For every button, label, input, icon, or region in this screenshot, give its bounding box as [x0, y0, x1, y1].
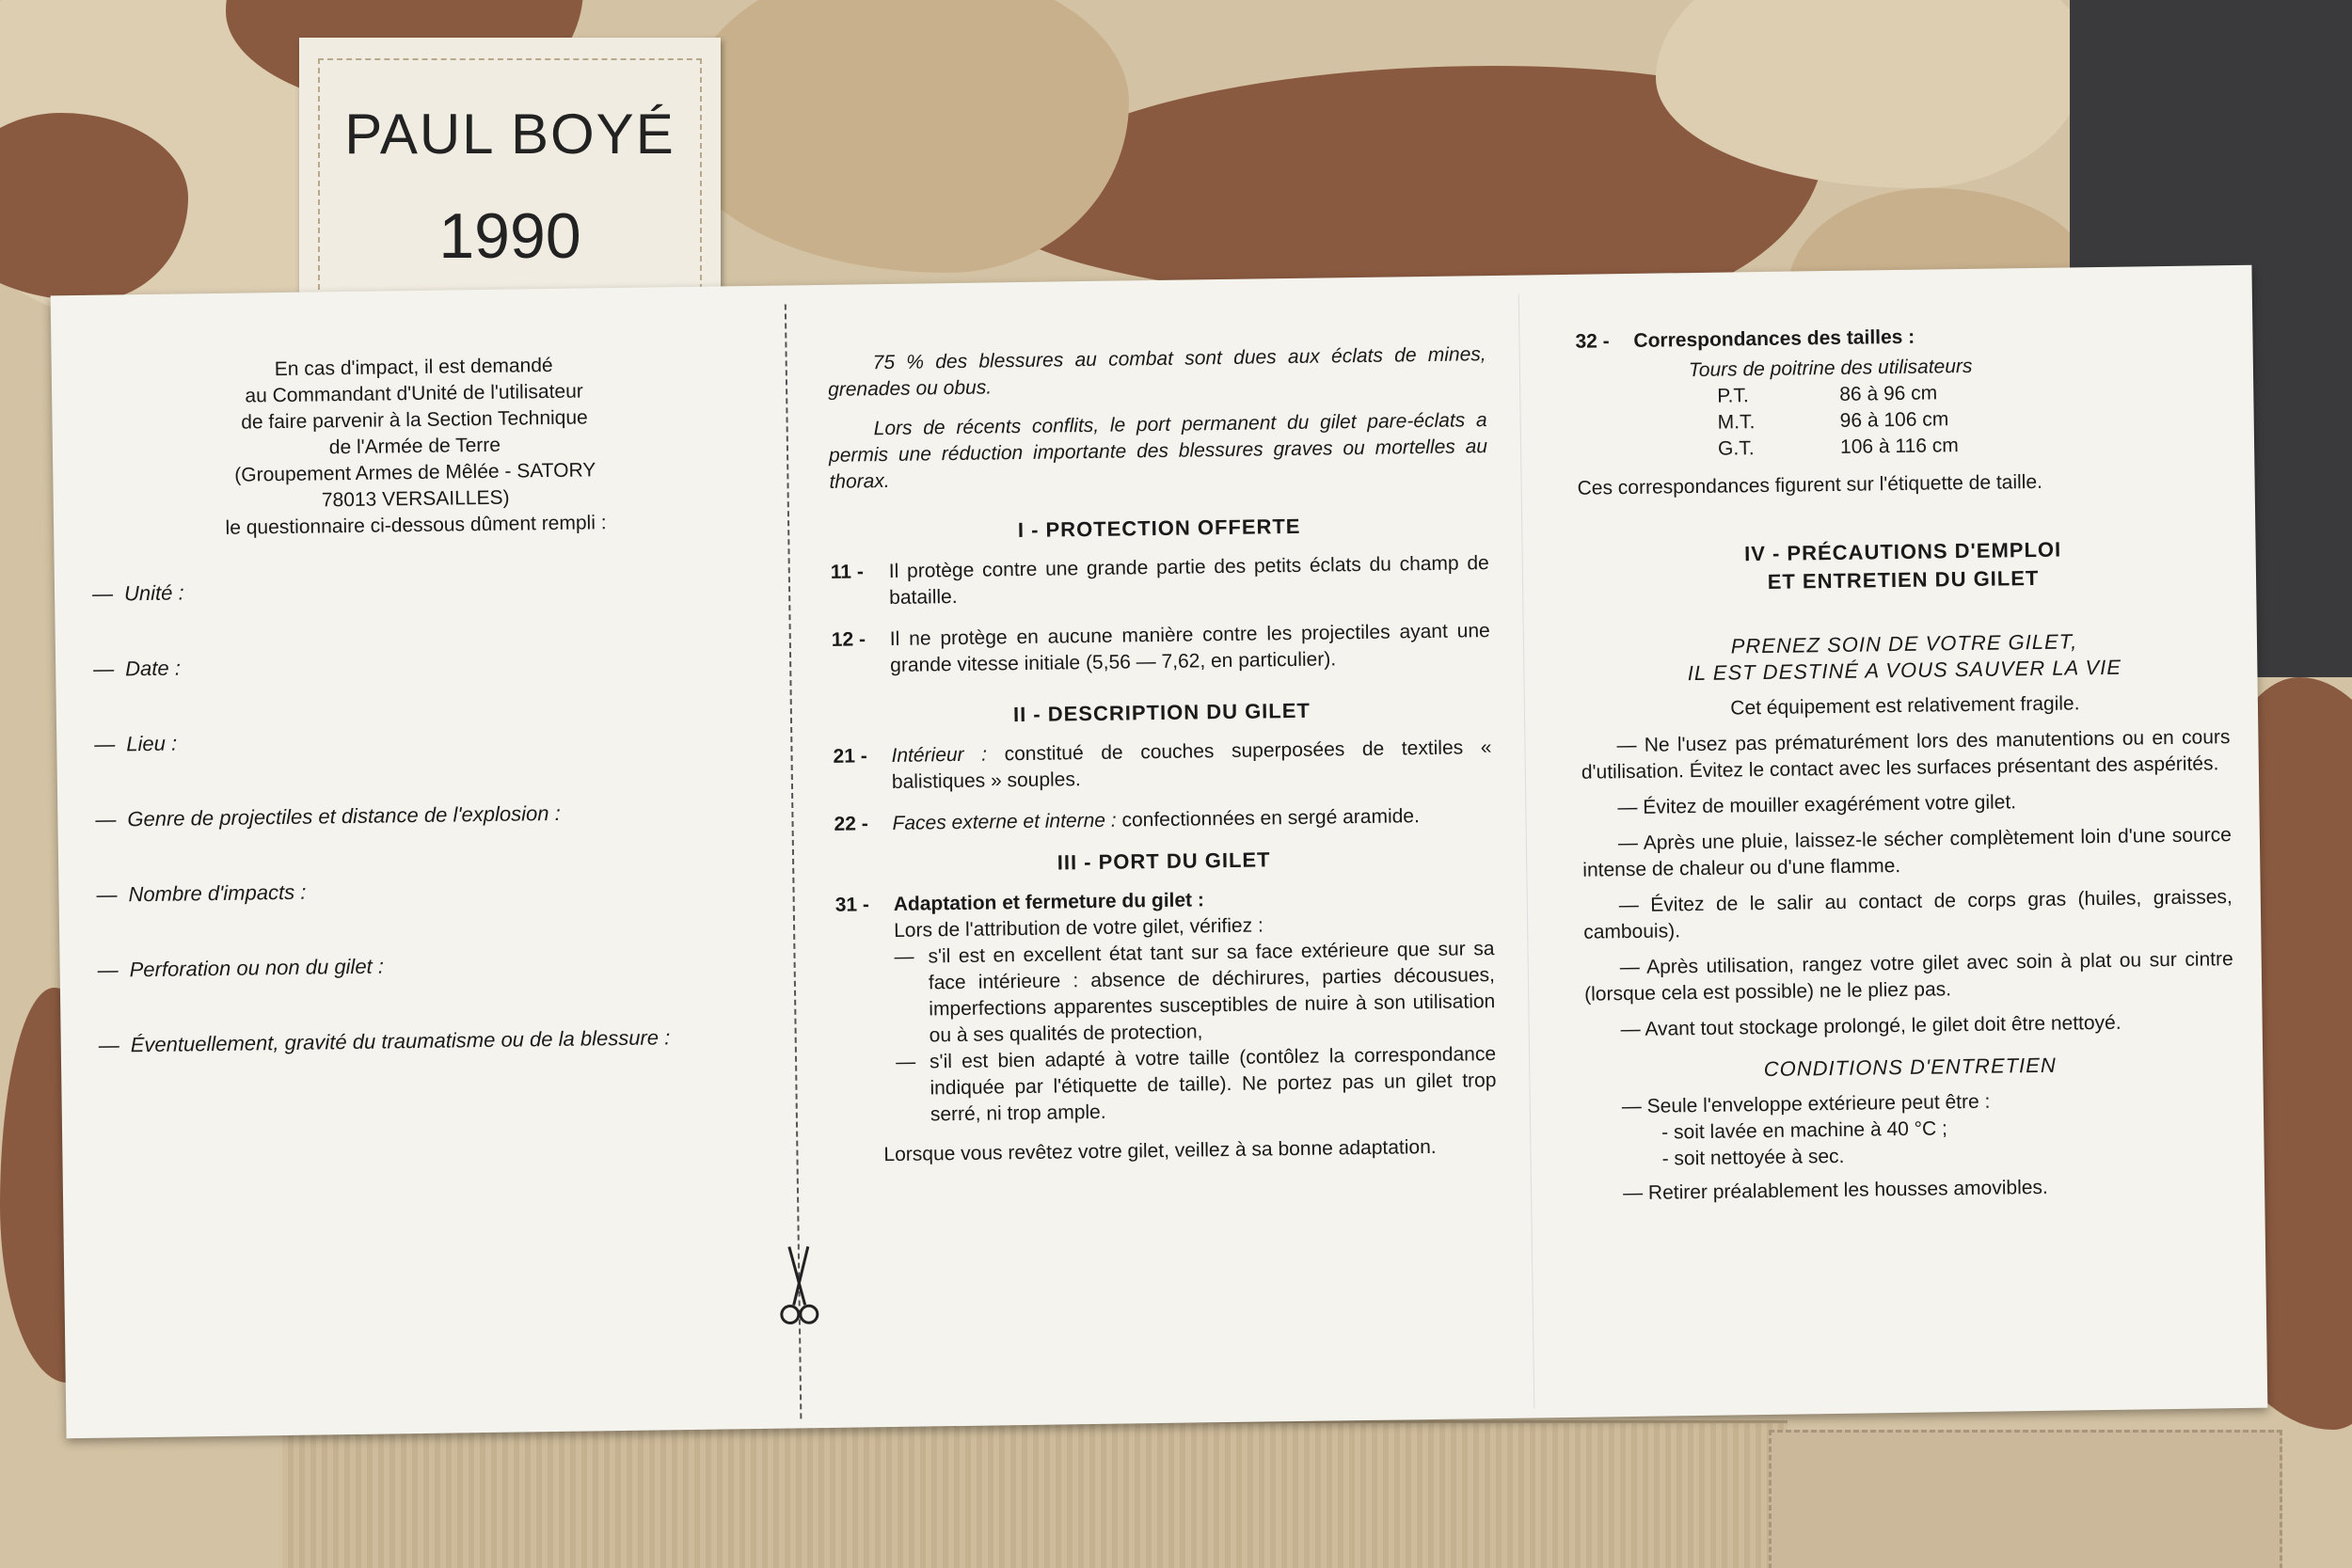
item-21: 21 - Intérieur : constitué de couches superposées de textiles « balistiques » souples. [833, 736, 1492, 793]
cond-covers: — Retirer préalablement les housses amovibles. [1622, 1176, 2048, 1205]
size-table [1717, 376, 2226, 463]
field-perforation[interactable]: — Perforation ou non du gilet : [97, 954, 385, 982]
item-31: 31 - Adaptation et fermeture du gilet : Lors de l'attribution de votre gilet, vérifiez : — s'il est en excellent état tant sur sa face extérieure que sur sa face intérieure : absence de déchirures, parties décousues, imperfections apparentes susceptibles de nuire à son utilisation ou à ses qualités de protection, — s'il est bien adapté à votre taille (contôlez la correspondance indiquée par l'étiquette de taille). Ne portez pas un gilet trop serré, ni trop ample. [835, 883, 1497, 1130]
size-row: G.T. 106 à 116 cm [1717, 435, 1959, 460]
care-grease: — Évitez de le salir au contact de corps gras (huiles, graisses, cambouis). [1583, 886, 2233, 943]
field-projectiles[interactable]: — Genre de projectiles et distance de l'explosion : [95, 800, 561, 832]
questionnaire-intro: En cas d'impact, il est demandé au Commandant d'Unité de l'utilisateur de faire parvenir à la Section Technique de l'Armée de Terre (Groupement Armes de Mêlée - SATORY 78013 VERSAILLES) le questionnaire ci-dessous dûment rempli : [225, 354, 607, 539]
panel-care [1574, 265, 2236, 1208]
intro-conflicts: Lors de récents conflits, le port permanent du gilet pare-éclats a permis une réduction importante des blessures graves ou mortelles au thorax. [828, 409, 1488, 493]
fragile-note: Cet équipement est relativement fragile. [1730, 692, 2080, 720]
brand-name: PAUL BOYÉ [344, 103, 675, 166]
care-rain: — Après une pluie, laissez-le sécher complètement loin d'une source intense de chaleur ou d'une flamme. [1582, 824, 2233, 881]
motto-line2: IL EST DESTINÉ A VOUS SAUVER LA VIE [1687, 655, 2122, 686]
check-condition: — s'il est en excellent état tant sur sa face extérieure que sur sa face intérieure : absence de déchirures, parties décousues, imperfections apparentes susceptibles de nuire à son utilisation ou à ses qualités de protection, [894, 938, 1496, 1047]
section-3-title: III - PORT DU GILET [1057, 847, 1271, 875]
cond-envelope: — Seule l'enveloppe extérieure peut être : [1621, 1090, 1991, 1118]
field-unite[interactable]: — Unité : [91, 580, 184, 606]
field-impacts[interactable]: — Nombre d'impacts : [96, 879, 307, 907]
item-32: 32 - Correspondances des tailles : [1575, 325, 1915, 353]
sizes-note: Ces correspondances figurent sur l'étiquette de taille. [1577, 470, 2043, 499]
conditions-title: CONDITIONS D'ENTRETIEN [1763, 1053, 2057, 1082]
motto-line1: PRENEZ SOIN DE VOTRE GILET, [1730, 629, 2078, 658]
item-12: 12 - Il ne protège en aucune manière contre les projectiles ayant une grande vitesse initiale (5,56 — 7,62, en particulier). [831, 620, 1490, 676]
cond-machine: - soit lavée en machine à 40 °C ; [1661, 1117, 1948, 1144]
check-size: — s'il est bien adapté à votre taille (contôlez la correspondance indiquée par l'étiquette de taille). Ne portez pas un gilet trop serré, ni trop ample. [895, 1043, 1497, 1126]
panel-protection [827, 276, 1498, 1169]
care-cleaning: — Avant tout stockage prolongé, le gilet doit être nettoyé. [1620, 1011, 2122, 1041]
field-lieu[interactable]: — Lieu : [94, 731, 178, 756]
care-handling: — Ne l'usez pas prématurément lors des manutentions ou en cours d'utilisation. Évitez le contact avec les surfaces présentant des aspérités. [1581, 726, 2231, 784]
label-year: 1990 [438, 200, 581, 272]
sizes-heading: Tours de poitrine des utilisateurs [1688, 355, 1973, 382]
fitting-note: Lorsque vous revêtez votre gilet, veillez à sa bonne adaptation. [883, 1135, 1437, 1166]
item-22: 22 - Faces externe et interne : confectionnées en sergé aramide. [834, 805, 1421, 835]
fold-line [1518, 294, 1535, 1409]
brand-label [299, 38, 721, 329]
care-wet: — Évitez de mouiller exagérément votre gilet. [1617, 791, 2017, 819]
intro-stat: 75 % des blessures au combat sont dues aux éclats de mines, grenades ou obus. [827, 343, 1486, 401]
section-4-title-line1: IV - PRÉCAUTIONS D'EMPLOI [1743, 537, 2062, 566]
section-4-title-line2: ET ENTRETIEN DU GILET [1767, 565, 2040, 594]
size-row: P.T. 86 à 96 cm [1717, 382, 1938, 407]
panel-questionnaire [88, 286, 748, 1059]
size-row: M.T. 96 à 106 cm [1717, 408, 1949, 434]
cond-dry: - soit nettoyée à sec. [1661, 1145, 1845, 1170]
section-1-title: I - PROTECTION OFFERTE [1017, 514, 1301, 543]
item-11: 11 - Il protège contre une grande partie des petits éclats du champ de bataille. [830, 552, 1489, 609]
section-2-title: II - DESCRIPTION DU GILET [1012, 698, 1311, 727]
field-gravite[interactable]: — Éventuellement, gravité du traumatisme ou de la blessure : [98, 1025, 671, 1057]
care-storage: — Après utilisation, rangez votre gilet avec soin à plat ou sur cintre (lorsque cela est possible) ne le pliez pas. [1584, 948, 2233, 1006]
questionnaire-fields [92, 572, 748, 1059]
scissors-icon [776, 1244, 822, 1330]
instruction-leaflet [51, 265, 2268, 1439]
field-date[interactable]: — Date : [93, 656, 182, 681]
